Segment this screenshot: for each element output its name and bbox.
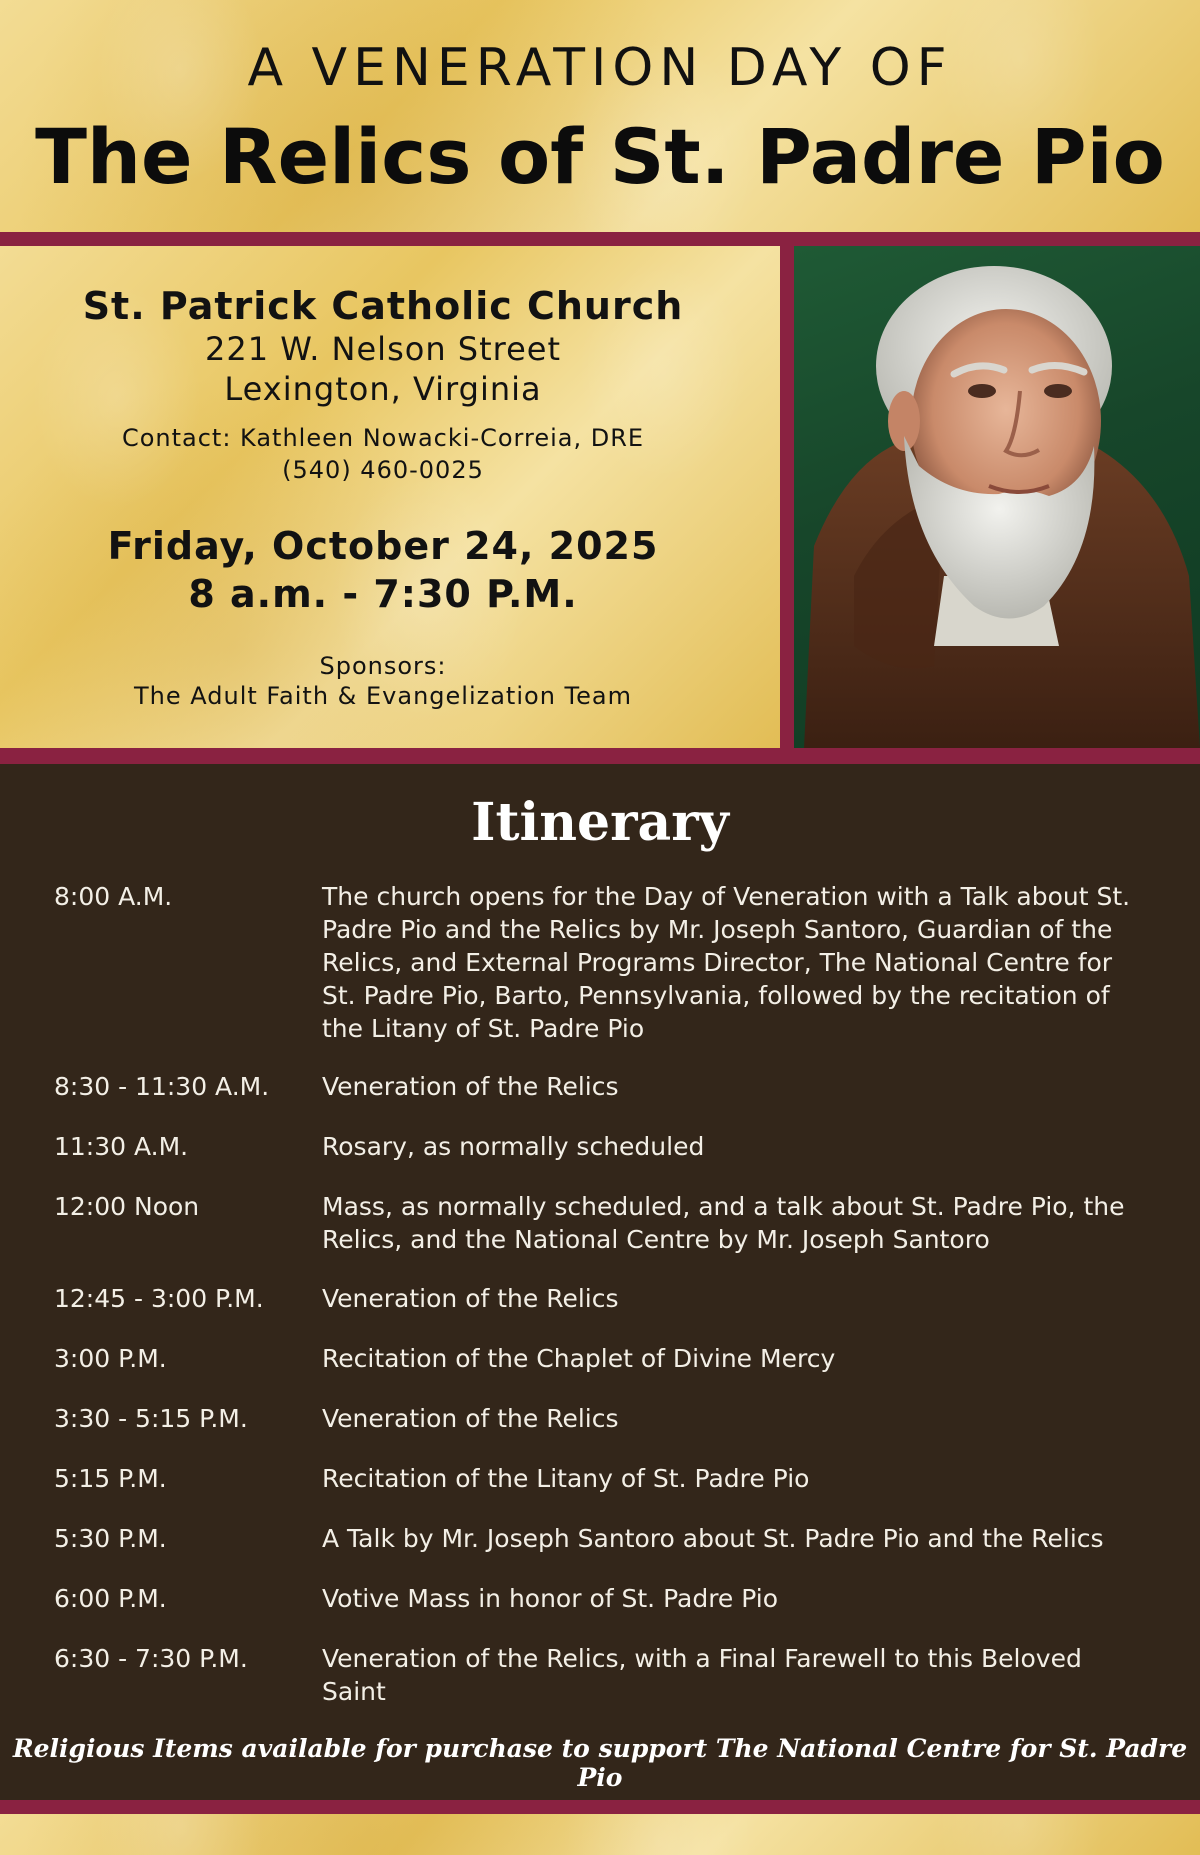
contact-line: Contact: Kathleen Nowacki-Correia, DRE (121, 424, 645, 452)
church-street: 221 W. Nelson Street (204, 330, 561, 368)
itinerary-description: Votive Mass in honor of St. Padre Pio (322, 1584, 779, 1613)
sponsors-label: Sponsors: (319, 652, 447, 680)
itinerary-description: Veneration of the Relics (322, 1072, 619, 1101)
portrait-illustration (794, 246, 1200, 748)
header (0, 0, 1200, 232)
bottom-gold-strip (0, 1814, 1200, 1855)
itinerary-time: 8:30 - 11:30 A.M. (54, 1072, 270, 1101)
itinerary-description: Rosary, as normally scheduled (322, 1132, 705, 1161)
event-hours: 8 a.m. - 7:30 P.M. (188, 572, 578, 616)
sponsors-name: The Adult Faith & Evangelization Team (134, 682, 632, 710)
itinerary-time: 12:00 Noon (54, 1192, 200, 1221)
divider-band-bottom (0, 1800, 1200, 1814)
itinerary-description: A Talk by Mr. Joseph Santoro about St. Padre Pio and the Relics (322, 1524, 1104, 1553)
itinerary-time: 5:15 P.M. (54, 1464, 167, 1493)
itinerary-description: Mass, as normally scheduled, and a talk about St. Padre Pio, the Relics, and the National Centre by Mr. Joseph Santoro (322, 1192, 1125, 1254)
church-name: St. Patrick Catholic Church (82, 284, 684, 328)
footer-note: Religious Items available for purchase to support The National Centre for St. Padre Pio (12, 1734, 1188, 1792)
itinerary-description: Veneration of the Relics, with a Final Farewell to this Beloved Saint (322, 1644, 1082, 1706)
church-city: Lexington, Virginia (224, 370, 542, 408)
itinerary-time: 12:45 - 3:00 P.M. (54, 1284, 264, 1313)
padre-pio-portrait (794, 246, 1200, 748)
itinerary-time: 6:00 P.M. (54, 1584, 167, 1613)
itinerary-description: Veneration of the Relics (322, 1404, 619, 1433)
itinerary-time: 8:00 A.M. (54, 882, 173, 911)
itinerary-time: 11:30 A.M. (54, 1132, 189, 1161)
itinerary-time: 3:00 P.M. (54, 1344, 167, 1373)
itinerary-description: Recitation of the Chaplet of Divine Mercy (322, 1344, 836, 1373)
event-date: Friday, October 24, 2025 (107, 524, 659, 568)
itinerary-title: Itinerary (471, 792, 729, 853)
itinerary-time: 6:30 - 7:30 P.M. (54, 1644, 248, 1673)
itinerary-section (0, 764, 1200, 1800)
itinerary-description: The church opens for the Day of Veneration with a Talk about St. Padre Pio and the Relics by Mr. Joseph Santoro, Guardian of the Relics, and External Programs Director, The National Centre for St. Padre Pio, Barto, Pennsylvania, followed by the recitation of the Litany of St. Padre Pio (322, 882, 1131, 1043)
divider-vertical (780, 246, 794, 748)
event-info-panel (0, 246, 780, 748)
header-title: The Relics of St. Padre Pio (35, 112, 1165, 201)
divider-band-middle (0, 748, 1200, 764)
contact-phone: (540) 460-0025 (282, 456, 484, 484)
itinerary-description: Veneration of the Relics (322, 1284, 619, 1313)
header-subtitle: A VENERATION DAY OF (247, 38, 953, 98)
itinerary-description: Recitation of the Litany of St. Padre Pio (322, 1464, 810, 1493)
itinerary-time: 3:30 - 5:15 P.M. (54, 1404, 248, 1433)
divider-band-top (0, 232, 1200, 246)
itinerary-time: 5:30 P.M. (54, 1524, 167, 1553)
